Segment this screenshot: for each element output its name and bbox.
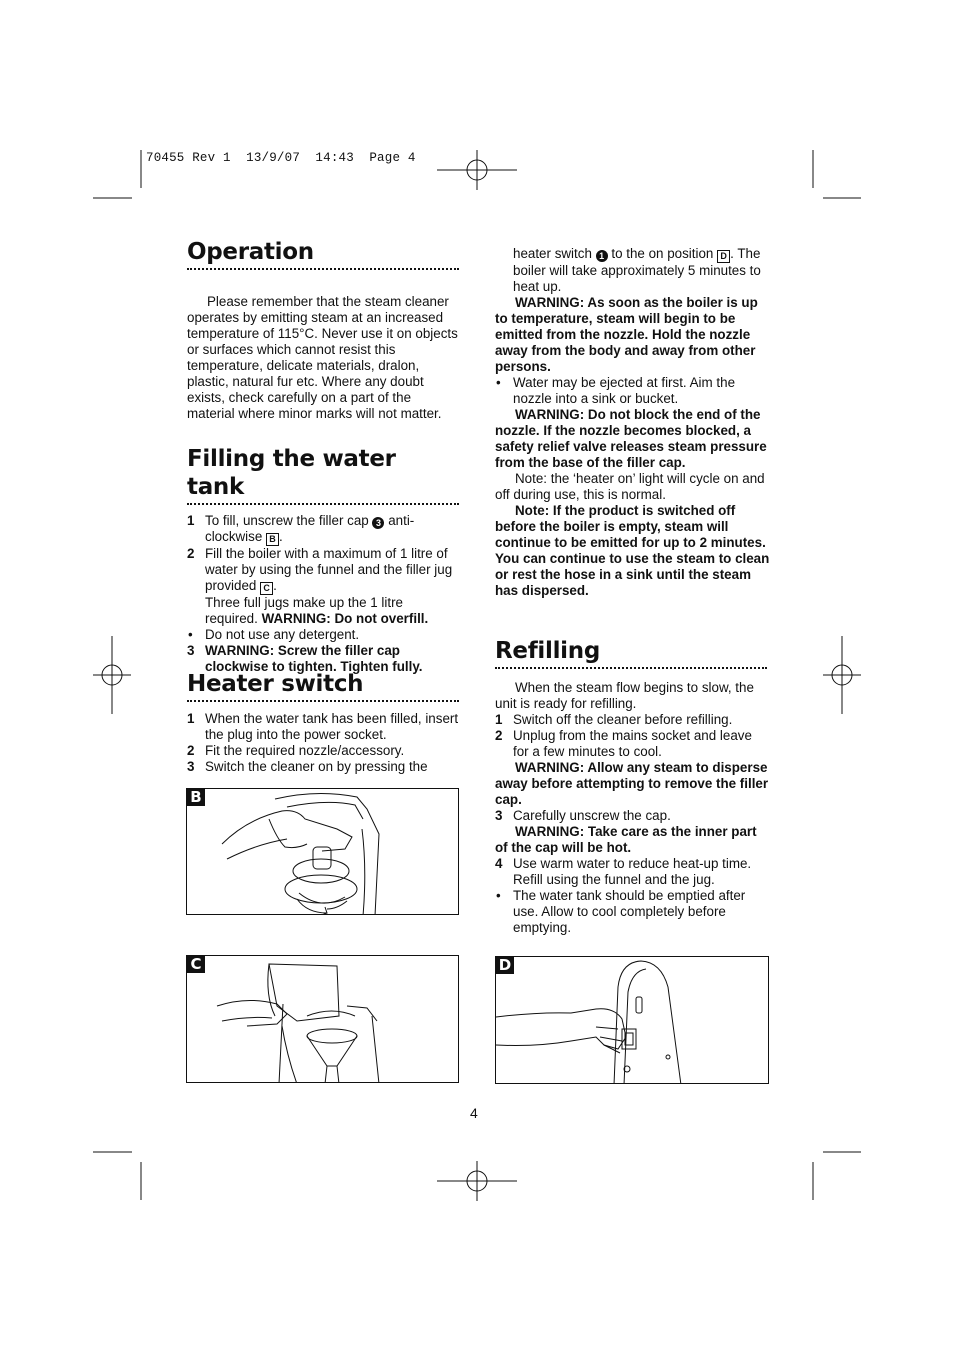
- list-item: 2 Fit the required nozzle/accessory.: [187, 743, 405, 758]
- note-text: Note: If the product is switched off before the boiler is empty, steam will continue to be emitted for up to 2 minutes. You can continue to use the steam to clean or rest the hose in a sink until the steam has dispersed.: [495, 503, 770, 598]
- list-item: 3 Carefully unscrew the cap.: [495, 808, 671, 823]
- list-item: 3 Switch the cleaner on by pressing the: [187, 759, 428, 774]
- list-item-continued: heater switch 1 to the on position D . The boiler will take approximately 5 minutes to heat up.: [513, 246, 761, 294]
- list-item: 4 Use warm water to reduce heat-up time. Refill using the funnel and the jug.: [495, 856, 752, 887]
- figure-d: [495, 956, 769, 1084]
- page-number: 4: [470, 1105, 478, 1121]
- refilling-intro: When the steam flow begins to slow, the unit is ready for refilling.: [495, 680, 754, 711]
- filling-funnel-illustration: [187, 956, 459, 1083]
- section-operation: [187, 238, 459, 422]
- number-badge-icon: 3: [372, 517, 384, 529]
- print-slug: 70455 Rev 1 13/9/07 14:43 Page 4: [146, 151, 416, 165]
- list-item: • Water may be ejected at first. Aim the nozzle into a sink or bucket.: [496, 375, 736, 406]
- warning-text: WARNING: Allow any steam to disperse away before attempting to remove the filler cap.: [495, 760, 769, 807]
- section-heater-continued: [495, 246, 770, 599]
- heater-heading: Heater switch: [187, 671, 364, 697]
- section-refilling: [495, 637, 770, 936]
- note-text: Note: the ‘heater on’ light will cycle on and off during use, this is normal.: [495, 471, 765, 502]
- heading-rule: [187, 503, 459, 505]
- heading-rule: [187, 700, 459, 702]
- figure-ref-icon: D: [717, 250, 730, 263]
- list-item: 1 To fill, unscrew the filler cap 3 anti-clockwise B .: [187, 513, 415, 544]
- figure-label: C: [187, 956, 205, 973]
- section-filling: [187, 445, 459, 675]
- filler-cap-illustration: [187, 789, 459, 915]
- section-heater: [187, 670, 459, 775]
- figure-label: D: [496, 957, 514, 974]
- figure-b: [186, 788, 459, 915]
- list-item: 2 Fill the boiler with a maximum of 1 litre of water by using the funnel and the filler jug provided C . Three full jugs make up the 1 litre required. WARNING: Do not overfill.: [187, 546, 453, 626]
- list-item: • Do not use any detergent.: [188, 627, 360, 642]
- operation-heading: Operation: [187, 239, 314, 265]
- refilling-heading: Refilling: [495, 638, 600, 664]
- list-item: 3 WARNING: Screw the filler cap clockwise to tighten. Tighten fully.: [187, 643, 423, 674]
- figure-label: B: [187, 789, 205, 806]
- number-badge-icon: 1: [596, 250, 608, 262]
- list-item: 1 Switch off the cleaner before refilling.: [495, 712, 733, 727]
- heading-rule: [495, 667, 767, 669]
- filling-heading: Filling the water tank: [187, 446, 396, 500]
- list-item: • The water tank should be emptied after use. Allow to cool completely before emptying.: [496, 888, 746, 935]
- warning-text: WARNING: Take care as the inner part of the cap will be hot.: [495, 824, 757, 855]
- heater-switch-illustration: [496, 957, 769, 1084]
- warning-text: WARNING: As soon as the boiler is up to temperature, steam will begin to be emitted from the nozzle. Hold the nozzle away from the body and away from other persons.: [495, 295, 758, 374]
- heading-rule: [187, 268, 459, 270]
- figure-c: [186, 955, 459, 1083]
- list-item: 2 Unplug from the mains socket and leave for a few minutes to cool.: [495, 728, 752, 759]
- figure-ref-icon: B: [266, 533, 279, 546]
- list-item: 1 When the water tank has been filled, insert the plug into the power socket.: [187, 711, 459, 742]
- figure-ref-icon: C: [260, 582, 273, 595]
- warning-text: WARNING: Do not block the end of the nozzle. If the nozzle becomes blocked, a safety relief valve releases steam pressure from the base of the filler cap.: [495, 407, 767, 470]
- operation-text: Please remember that the steam cleaner operates by emitting steam at an increased temperature of 115°C. Never use it on objects or surfaces which cannot resist this temperature, delicate materials, dralon, plastic, natural fur etc. Where any doubt exists, check carefully on a part of the material where minor marks will not matter.: [187, 294, 458, 421]
